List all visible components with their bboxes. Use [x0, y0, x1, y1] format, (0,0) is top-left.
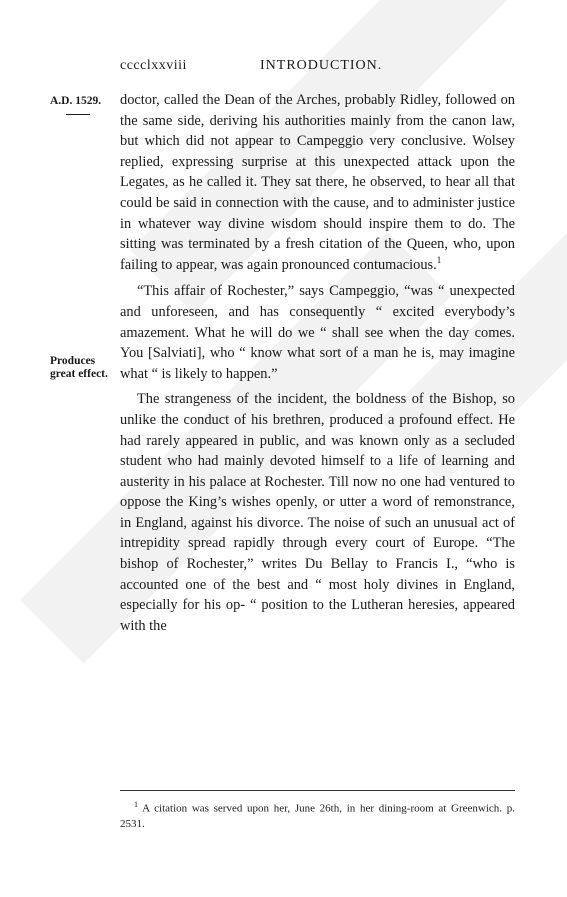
margin-note: Produces great effect.	[50, 355, 108, 380]
footnote-rule	[120, 790, 515, 791]
footnote-text: A citation was served upon her, June 26th, in her dining-room at Greenwich. p. 2531.	[120, 802, 515, 830]
running-head: INTRODUCTION.	[260, 58, 383, 73]
footnote	[120, 797, 515, 832]
paragraph-1	[120, 90, 515, 275]
paragraph-1-text: doctor, called the Dean of the Arches, probably Ridley, followed on the same side, deriving his authorities mainly from the canon law, but which did not appear to Campeggio very conclusive. Wolsey replied, expressing surprise at this unexpected attack upon the Legates, as he called it. They sat there, he observed, to hear all that could be said in connection with the cause, and to administer justice in whatever way divine wisdom should inspire them to do. The sitting was terminated by a fresh citation of the Queen, who, upon failing to appear, was again pronounced contumacious.	[120, 92, 515, 273]
footnote-reference: 1	[436, 254, 442, 265]
margin-year: A.D. 1529.	[50, 95, 102, 107]
footnote-mark: 1	[134, 800, 138, 809]
paragraph-2: The strangeness of the incident, the boldness of the Bishop, so unlike the conduct of his brethren, produced a profound effect. He had rarely appeared in public, and was known only as a secluded student who had mainly devoted himself to a life of learning and austerity in his palace at Rochester. Till now no one had ventured to oppose the King’s wishes openly, or utter a word of remonstrance, in England, against his divorce. The noise of such an unusual act of intrepidity spread rapidly through every court of Europe. “The bishop of Rochester,” writes Du Bellay to Francis I., “who is accounted one of the best and “ most holy divines in England, especially for his op- “ position to the Lutheran heresies, appeared with the	[120, 391, 515, 634]
quote-paragraph: “This affair of Rochester,” says Campeggio, “was “ unexpected and unforeseen, and has consequently “ excited everybody’s amazement. What he will do we “ shall see when the day comes. You [Salviati], who “ know what sort of a man he is, may imagine what “ is likely to happen.”	[120, 283, 515, 382]
page-number: cccclxxviii	[120, 58, 187, 73]
page-header	[120, 58, 515, 78]
body-text	[120, 90, 515, 636]
margin-rule	[66, 114, 90, 115]
